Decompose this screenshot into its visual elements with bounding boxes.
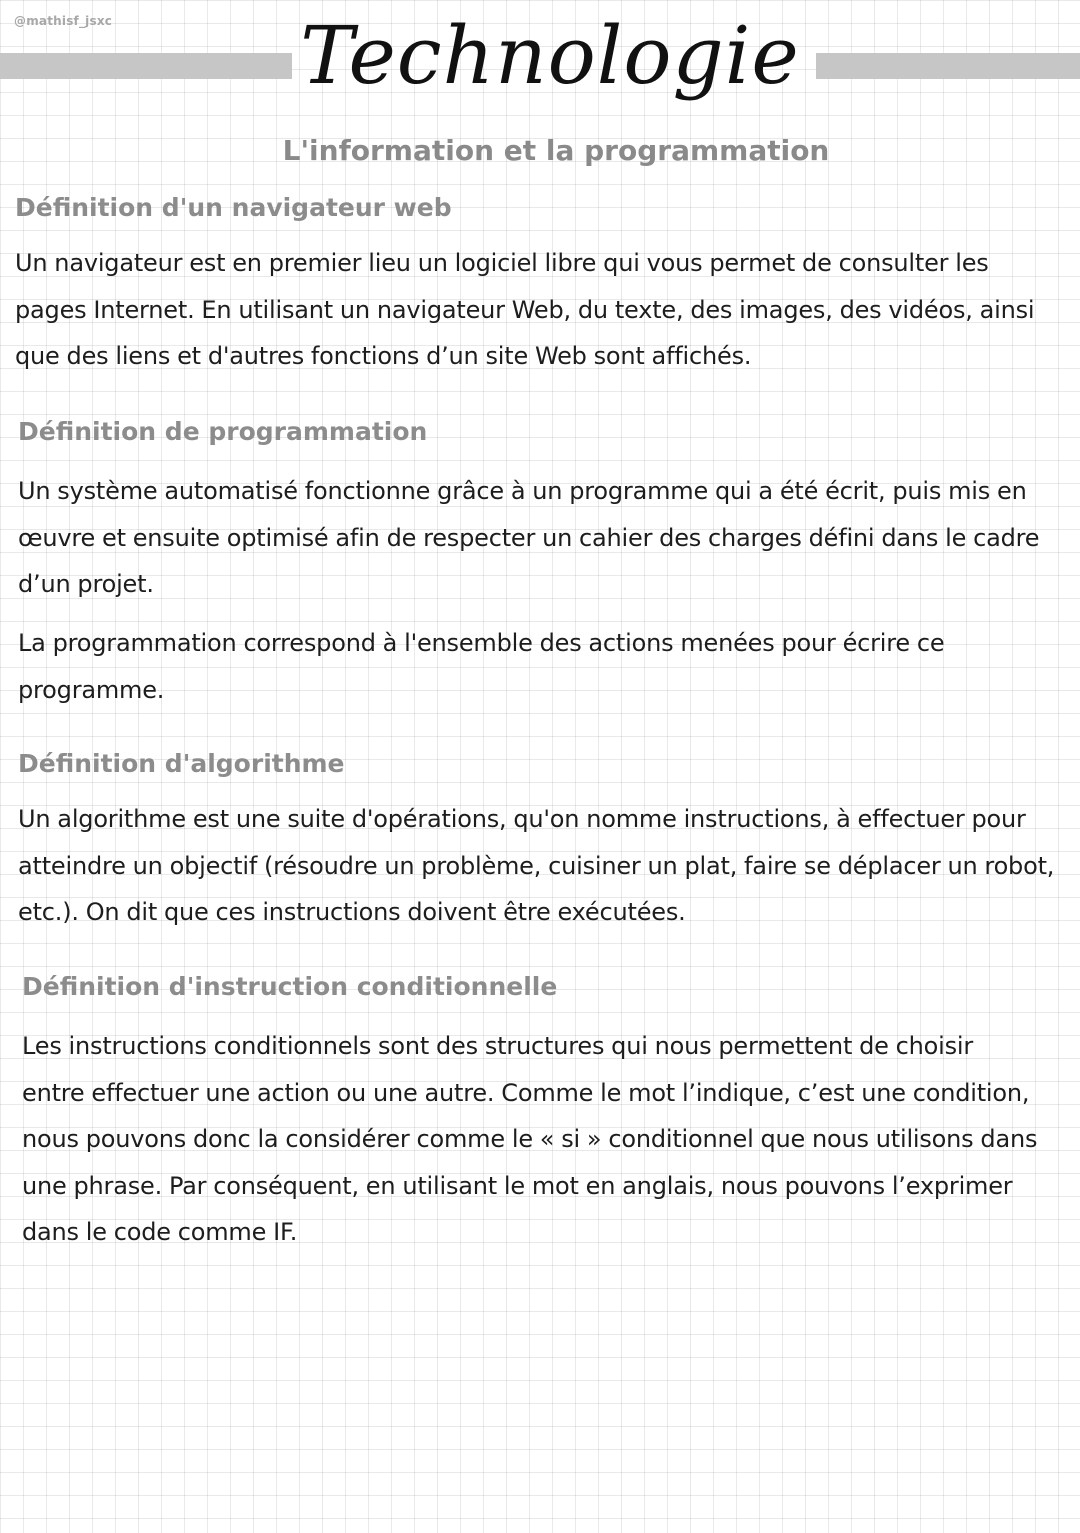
- section-heading-instruction-conditionnelle: Définition d'instruction conditionnelle: [22, 972, 558, 1001]
- section-paragraph-navigateur: Un navigateur est en premier lieu un logiciel libre qui vous permet de consulter les pages Internet. En utilisant un navigateur Web, du texte, des images, des vidéos, ainsi que des liens et d'autres fonctions d’un site Web sont affichés.: [15, 249, 1035, 370]
- section-heading-programmation: Définition de programmation: [18, 417, 428, 446]
- author-handle: @mathisf_jsxc: [14, 14, 113, 28]
- section-paragraph-programmation-2: La programmation correspond à l'ensemble des actions menées pour écrire ce programme.: [18, 629, 945, 704]
- section-heading-navigateur: Définition d'un navigateur web: [15, 193, 452, 222]
- page-title: Technologie: [300, 9, 800, 102]
- section-paragraph-programmation-1: Un système automatisé fonctionne grâce à un programme qui a été écrit, puis mis en œuvre et ensuite optimisé afin de respecter un cahier des charges défini dans le cadre d’un projet.: [18, 477, 1040, 598]
- section-heading-algorithme: Définition d'algorithme: [18, 749, 345, 778]
- page-subtitle: L'information et la programmation: [282, 134, 830, 167]
- section-paragraph-instruction-conditionnelle: Les instructions conditionnels sont des structures qui nous permettent de choisir entre effectuer une action ou une autre. Comme le mot l’indique, c’est une condition, nous pouvons donc la considérer comme le « si » conditionnel que nous utilisons dans une phrase. Par conséquent, en utilisant le mot en anglais, nous pouvons l’exprimer dans le code comme IF.: [22, 1032, 1038, 1246]
- section-paragraph-algorithme: Un algorithme est une suite d'opérations, qu'on nomme instructions, à effectuer pour atteindre un objectif (résoudre un problème, cuisiner un plat, faire se déplacer un robot, etc.). On dit que ces instructions doivent être exécutées.: [18, 805, 1055, 926]
